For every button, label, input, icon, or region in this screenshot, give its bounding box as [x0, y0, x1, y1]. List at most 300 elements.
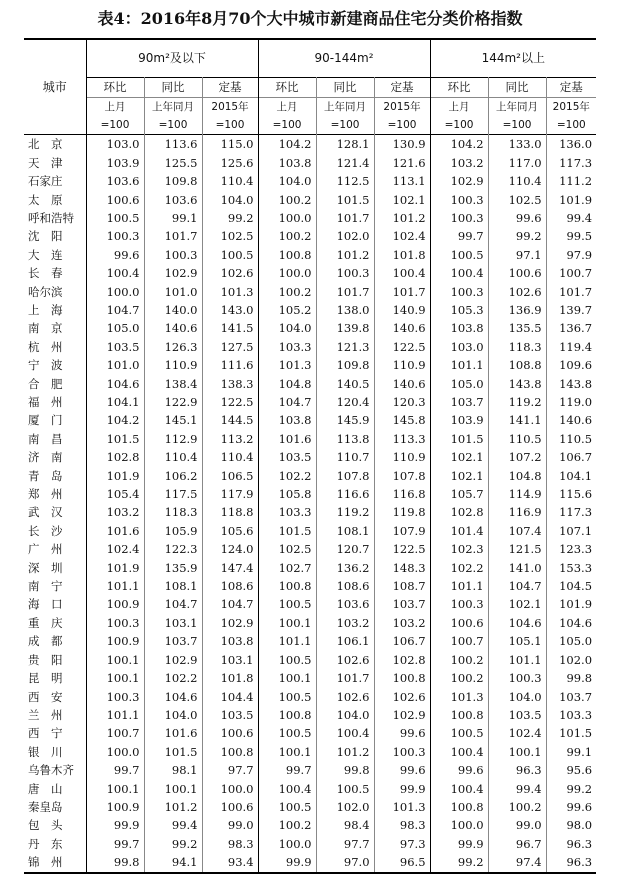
table-title: 表4：2016年8月70个大中城市新建商品住宅分类价格指数	[97, 9, 523, 28]
index-value-cell: 140.6	[374, 375, 430, 393]
index-value-cell: 104.8	[258, 375, 316, 393]
city-name-cell: 厦 门	[28, 413, 63, 428]
index-value-cell: 101.0	[86, 356, 144, 374]
index-value-cell: 145.8	[374, 411, 430, 429]
index-value-cell: 101.1	[86, 706, 144, 724]
index-value-cell: 99.7	[258, 761, 316, 779]
index-value-cell: 100.0	[430, 816, 488, 834]
city-name-cell: 昆 明	[28, 671, 63, 686]
index-value-cell: 99.8	[316, 761, 374, 779]
index-value-cell: 138.3	[202, 375, 258, 393]
index-value-cell: 100.3	[430, 209, 488, 227]
city-name-cell: 秦皇岛	[28, 799, 63, 814]
sub-header-base: 定基	[374, 77, 430, 97]
base-header-base: 2015年 =100	[202, 97, 258, 135]
index-value-cell: 117.0	[488, 154, 546, 172]
city-name-cell: 福 州	[28, 395, 63, 409]
index-value-cell: 104.7	[258, 393, 316, 411]
index-value-cell: 101.7	[316, 669, 374, 687]
base-header-base: 2015年 =100	[546, 97, 596, 135]
index-value-cell: 105.0	[546, 632, 596, 650]
index-value-cell: 125.5	[144, 154, 202, 172]
index-value-cell: 117.3	[546, 154, 596, 172]
index-value-cell: 110.7	[316, 448, 374, 466]
index-value-cell: 103.7	[546, 688, 596, 706]
city-name-cell: 海 口	[28, 597, 63, 612]
index-value-cell: 106.7	[374, 632, 430, 650]
index-value-cell: 100.7	[430, 632, 488, 650]
table-body	[24, 135, 596, 873]
index-value-cell: 140.6	[144, 319, 202, 337]
index-value-cell: 113.8	[316, 430, 374, 448]
index-value-cell: 100.8	[430, 706, 488, 724]
index-value-cell: 96.5	[374, 853, 430, 872]
index-value-cell: 96.3	[546, 853, 596, 872]
table-row	[24, 540, 596, 558]
index-value-cell: 100.1	[86, 669, 144, 687]
city-name-cell: 包 头	[28, 818, 63, 833]
index-value-cell: 113.3	[374, 430, 430, 448]
table-row	[24, 743, 596, 761]
index-value-cell: 100.6	[202, 724, 258, 742]
index-value-cell: 103.2	[86, 503, 144, 521]
index-value-cell: 110.5	[488, 430, 546, 448]
index-value-cell: 101.9	[86, 467, 144, 485]
index-value-cell: 104.8	[488, 467, 546, 485]
index-value-cell: 104.0	[144, 706, 202, 724]
index-value-cell: 101.6	[258, 430, 316, 448]
index-value-cell: 100.3	[316, 264, 374, 282]
index-value-cell: 100.6	[86, 191, 144, 209]
index-value-cell: 102.5	[488, 191, 546, 209]
index-value-cell: 100.5	[258, 724, 316, 742]
index-value-cell: 121.3	[316, 338, 374, 356]
index-value-cell: 120.3	[374, 393, 430, 411]
index-value-cell: 101.9	[86, 559, 144, 577]
index-value-cell: 102.1	[488, 595, 546, 613]
index-value-cell: 103.2	[374, 614, 430, 632]
index-value-cell: 105.9	[144, 522, 202, 540]
index-value-cell: 95.6	[546, 761, 596, 779]
sub-header-mom: 环比	[258, 77, 316, 97]
index-value-cell: 103.0	[86, 135, 144, 154]
index-value-cell: 116.9	[488, 503, 546, 521]
index-value-cell: 135.5	[488, 319, 546, 337]
table-row	[24, 227, 596, 245]
index-value-cell: 114.9	[488, 485, 546, 503]
index-value-cell: 102.4	[86, 540, 144, 558]
index-value-cell: 98.4	[316, 816, 374, 834]
index-value-cell: 141.5	[202, 319, 258, 337]
index-value-cell: 99.4	[144, 816, 202, 834]
index-value-cell: 100.3	[86, 688, 144, 706]
index-value-cell: 103.7	[144, 632, 202, 650]
sub-header-mom: 环比	[430, 77, 488, 97]
index-value-cell: 104.0	[202, 191, 258, 209]
index-value-cell: 110.5	[546, 430, 596, 448]
table-row	[24, 430, 596, 448]
index-value-cell: 100.3	[430, 191, 488, 209]
index-value-cell: 98.1	[144, 761, 202, 779]
table-row	[24, 338, 596, 356]
index-value-cell: 101.3	[430, 688, 488, 706]
city-name-cell: 唐 山	[28, 781, 63, 796]
index-value-cell: 102.6	[374, 688, 430, 706]
index-value-cell: 101.5	[144, 743, 202, 761]
index-value-cell: 116.6	[316, 485, 374, 503]
index-value-cell: 107.8	[316, 467, 374, 485]
index-value-cell: 116.8	[374, 485, 430, 503]
index-value-cell: 100.1	[144, 780, 202, 798]
index-value-cell: 100.4	[316, 724, 374, 742]
table-row	[24, 816, 596, 834]
index-value-cell: 113.1	[374, 172, 430, 190]
index-value-cell: 102.2	[144, 669, 202, 687]
index-value-cell: 127.5	[202, 338, 258, 356]
table-row	[24, 172, 596, 190]
index-value-cell: 99.6	[546, 798, 596, 816]
index-value-cell: 106.5	[202, 467, 258, 485]
index-value-cell: 102.1	[430, 448, 488, 466]
index-value-cell: 102.4	[374, 227, 430, 245]
index-value-cell: 103.9	[430, 411, 488, 429]
city-name-cell: 银 川	[28, 744, 63, 759]
index-value-cell: 103.6	[316, 595, 374, 613]
index-value-cell: 117.9	[202, 485, 258, 503]
table-row	[24, 688, 596, 706]
city-name-cell: 北 京	[28, 137, 63, 152]
index-value-cell: 103.3	[258, 503, 316, 521]
base-header-base: 2015年 =100	[374, 97, 430, 135]
index-value-cell: 102.1	[374, 191, 430, 209]
index-value-cell: 99.9	[258, 853, 316, 872]
index-value-cell: 109.6	[546, 356, 596, 374]
index-value-cell: 103.0	[430, 338, 488, 356]
index-value-cell: 101.1	[258, 632, 316, 650]
index-value-cell: 102.9	[144, 651, 202, 669]
index-value-cell: 103.8	[258, 411, 316, 429]
index-value-cell: 102.9	[202, 614, 258, 632]
index-value-cell: 100.0	[258, 209, 316, 227]
index-value-cell: 122.3	[144, 540, 202, 558]
index-value-cell: 99.1	[144, 209, 202, 227]
index-value-cell: 107.8	[374, 467, 430, 485]
index-value-cell: 100.4	[430, 743, 488, 761]
index-value-cell: 103.2	[430, 154, 488, 172]
index-value-cell: 108.1	[144, 577, 202, 595]
index-value-cell: 102.8	[374, 651, 430, 669]
index-value-cell: 121.4	[316, 154, 374, 172]
base-header-yoy: 上年同月 =100	[144, 97, 202, 135]
index-value-cell: 122.5	[374, 338, 430, 356]
index-value-cell: 100.8	[258, 246, 316, 264]
table-row	[24, 283, 596, 301]
index-value-cell: 100.1	[258, 614, 316, 632]
index-value-cell: 103.1	[144, 614, 202, 632]
index-value-cell: 100.8	[202, 743, 258, 761]
city-name-cell: 广 州	[28, 542, 63, 557]
table-row	[24, 595, 596, 613]
index-value-cell: 100.9	[86, 798, 144, 816]
index-value-cell: 113.6	[144, 135, 202, 154]
index-value-cell: 100.5	[430, 246, 488, 264]
index-value-cell: 136.0	[546, 135, 596, 154]
index-value-cell: 105.6	[202, 522, 258, 540]
city-name-cell: 武 汉	[28, 505, 63, 520]
index-value-cell: 104.5	[546, 577, 596, 595]
index-value-cell: 100.2	[258, 227, 316, 245]
index-value-cell: 140.0	[144, 301, 202, 319]
index-value-cell: 108.6	[202, 577, 258, 595]
table-row	[24, 614, 596, 632]
sub-header-base: 定基	[546, 77, 596, 97]
index-value-cell: 110.9	[374, 448, 430, 466]
index-value-cell: 118.3	[144, 503, 202, 521]
index-value-cell: 121.6	[374, 154, 430, 172]
index-value-cell: 100.0	[258, 264, 316, 282]
index-value-cell: 120.4	[316, 393, 374, 411]
index-value-cell: 102.5	[202, 227, 258, 245]
index-value-cell: 118.3	[488, 338, 546, 356]
city-name-cell: 天 津	[28, 155, 63, 170]
index-value-cell: 104.7	[86, 301, 144, 319]
index-value-cell: 100.0	[258, 835, 316, 853]
city-name-cell: 南 宁	[28, 579, 63, 594]
index-value-cell: 104.7	[202, 595, 258, 613]
index-value-cell: 104.0	[258, 172, 316, 190]
index-value-cell: 100.4	[86, 264, 144, 282]
table-row	[24, 356, 596, 374]
index-value-cell: 130.9	[374, 135, 430, 154]
index-value-cell: 104.2	[258, 135, 316, 154]
table-row	[24, 559, 596, 577]
table-row	[24, 706, 596, 724]
index-value-cell: 141.1	[488, 411, 546, 429]
index-value-cell: 99.0	[202, 816, 258, 834]
index-value-cell: 101.1	[86, 577, 144, 595]
city-name-cell: 哈尔滨	[28, 284, 63, 299]
city-name-cell: 大 连	[28, 247, 63, 262]
index-value-cell: 97.7	[202, 761, 258, 779]
index-value-cell: 122.9	[144, 393, 202, 411]
index-value-cell: 103.9	[86, 154, 144, 172]
index-value-cell: 99.6	[488, 209, 546, 227]
index-value-cell: 121.5	[488, 540, 546, 558]
city-name-cell: 西 安	[28, 689, 63, 704]
index-value-cell: 105.7	[430, 485, 488, 503]
index-value-cell: 100.3	[144, 246, 202, 264]
index-value-cell: 113.2	[202, 430, 258, 448]
table-row	[24, 375, 596, 393]
index-value-cell: 105.2	[258, 301, 316, 319]
index-value-cell: 104.0	[258, 319, 316, 337]
index-value-cell: 110.4	[202, 172, 258, 190]
index-value-cell: 100.4	[258, 780, 316, 798]
index-value-cell: 100.5	[202, 246, 258, 264]
index-value-cell: 101.3	[258, 356, 316, 374]
index-value-cell: 123.3	[546, 540, 596, 558]
index-value-cell: 112.5	[316, 172, 374, 190]
index-value-cell: 101.7	[374, 283, 430, 301]
index-value-cell: 110.9	[144, 356, 202, 374]
index-value-cell: 119.2	[488, 393, 546, 411]
table-row	[24, 135, 596, 154]
index-value-cell: 100.2	[258, 191, 316, 209]
index-value-cell: 100.5	[86, 209, 144, 227]
table-row	[24, 780, 596, 798]
index-value-cell: 100.6	[488, 264, 546, 282]
city-name-cell: 郑 州	[28, 487, 63, 502]
index-value-cell: 140.5	[316, 375, 374, 393]
index-value-cell: 99.6	[430, 761, 488, 779]
index-value-cell: 100.3	[374, 743, 430, 761]
index-value-cell: 111.6	[202, 356, 258, 374]
index-value-cell: 148.3	[374, 559, 430, 577]
index-value-cell: 102.7	[258, 559, 316, 577]
index-value-cell: 100.0	[202, 780, 258, 798]
index-value-cell: 108.1	[316, 522, 374, 540]
index-value-cell: 100.7	[86, 724, 144, 742]
index-value-cell: 104.1	[86, 393, 144, 411]
table-row	[24, 724, 596, 742]
index-value-cell: 110.9	[374, 356, 430, 374]
index-value-cell: 99.7	[86, 835, 144, 853]
index-value-cell: 105.0	[86, 319, 144, 337]
index-value-cell: 100.3	[430, 595, 488, 613]
index-value-cell: 107.4	[488, 522, 546, 540]
index-value-cell: 102.8	[430, 503, 488, 521]
index-value-cell: 100.3	[430, 283, 488, 301]
index-value-cell: 96.3	[488, 761, 546, 779]
index-value-cell: 100.2	[258, 283, 316, 301]
index-value-cell: 98.3	[202, 835, 258, 853]
index-value-cell: 97.7	[316, 835, 374, 853]
index-value-cell: 102.0	[316, 227, 374, 245]
index-value-cell: 119.8	[374, 503, 430, 521]
index-value-cell: 97.3	[374, 835, 430, 853]
city-name-cell: 深 圳	[28, 560, 63, 575]
index-value-cell: 138.4	[144, 375, 202, 393]
index-value-cell: 101.1	[430, 577, 488, 595]
index-value-cell: 103.5	[86, 338, 144, 356]
index-value-cell: 103.5	[488, 706, 546, 724]
index-value-cell: 99.5	[546, 227, 596, 245]
index-value-cell: 101.2	[316, 246, 374, 264]
index-value-cell: 99.7	[430, 227, 488, 245]
index-value-cell: 110.4	[488, 172, 546, 190]
index-value-cell: 102.6	[202, 264, 258, 282]
index-value-cell: 101.3	[374, 798, 430, 816]
index-value-cell: 104.6	[86, 375, 144, 393]
index-value-cell: 103.3	[546, 706, 596, 724]
index-value-cell: 103.2	[316, 614, 374, 632]
group-header-small: 90m²及以下	[86, 39, 258, 77]
index-value-cell: 102.9	[430, 172, 488, 190]
index-value-cell: 103.6	[86, 172, 144, 190]
index-value-cell: 101.9	[546, 595, 596, 613]
index-value-cell: 102.9	[144, 264, 202, 282]
index-value-cell: 143.8	[488, 375, 546, 393]
index-value-cell: 144.5	[202, 411, 258, 429]
index-value-cell: 136.2	[316, 559, 374, 577]
index-value-cell: 100.5	[258, 595, 316, 613]
city-name-cell: 长 沙	[28, 523, 63, 538]
index-value-cell: 102.6	[316, 688, 374, 706]
base-header-mom: 上月 =100	[258, 97, 316, 135]
index-value-cell: 109.8	[316, 356, 374, 374]
index-value-cell: 104.6	[488, 614, 546, 632]
index-value-cell: 102.0	[316, 798, 374, 816]
index-value-cell: 101.7	[546, 283, 596, 301]
city-name-cell: 西 宁	[28, 726, 63, 741]
index-value-cell: 140.9	[374, 301, 430, 319]
index-value-cell: 100.2	[488, 798, 546, 816]
index-value-cell: 100.8	[258, 706, 316, 724]
table-row	[24, 522, 596, 540]
index-value-cell: 102.0	[546, 651, 596, 669]
city-name-cell: 成 都	[28, 634, 63, 649]
index-value-cell: 100.4	[430, 264, 488, 282]
index-value-cell: 118.8	[202, 503, 258, 521]
index-value-cell: 119.4	[546, 338, 596, 356]
sub-header-mom: 环比	[86, 77, 144, 97]
index-value-cell: 99.4	[488, 780, 546, 798]
index-value-cell: 103.3	[258, 338, 316, 356]
index-value-cell: 99.4	[546, 209, 596, 227]
index-value-cell: 100.9	[86, 595, 144, 613]
index-value-cell: 103.7	[430, 393, 488, 411]
index-value-cell: 103.7	[374, 595, 430, 613]
index-value-cell: 98.0	[546, 816, 596, 834]
index-value-cell: 101.1	[430, 356, 488, 374]
index-value-cell: 100.8	[430, 798, 488, 816]
index-value-cell: 97.4	[488, 853, 546, 872]
table-row	[24, 669, 596, 687]
index-value-cell: 101.5	[258, 522, 316, 540]
table-row	[24, 448, 596, 466]
base-header-mom: 上月 =100	[86, 97, 144, 135]
index-value-cell: 103.5	[202, 706, 258, 724]
index-value-cell: 93.4	[202, 853, 258, 872]
index-value-cell: 108.8	[488, 356, 546, 374]
index-value-cell: 101.8	[374, 246, 430, 264]
index-value-cell: 122.5	[202, 393, 258, 411]
index-value-cell: 100.1	[86, 651, 144, 669]
table-row	[24, 264, 596, 282]
index-value-cell: 125.6	[202, 154, 258, 172]
index-value-cell: 110.4	[144, 448, 202, 466]
index-value-cell: 143.8	[546, 375, 596, 393]
table-row	[24, 577, 596, 595]
index-value-cell: 106.7	[546, 448, 596, 466]
index-value-cell: 101.5	[316, 191, 374, 209]
city-name-cell: 呼和浩特	[28, 210, 74, 225]
index-value-cell: 140.6	[546, 411, 596, 429]
index-value-cell: 102.4	[488, 724, 546, 742]
index-value-cell: 104.0	[488, 688, 546, 706]
table-row	[24, 467, 596, 485]
index-value-cell: 100.4	[430, 780, 488, 798]
index-value-cell: 100.2	[430, 669, 488, 687]
index-value-cell: 99.8	[86, 853, 144, 872]
index-value-cell: 117.3	[546, 503, 596, 521]
index-value-cell: 100.5	[258, 688, 316, 706]
city-name-cell: 杭 州	[28, 339, 63, 354]
index-value-cell: 99.7	[86, 761, 144, 779]
table-row	[24, 503, 596, 521]
index-value-cell: 101.9	[546, 191, 596, 209]
index-value-cell: 104.4	[202, 688, 258, 706]
